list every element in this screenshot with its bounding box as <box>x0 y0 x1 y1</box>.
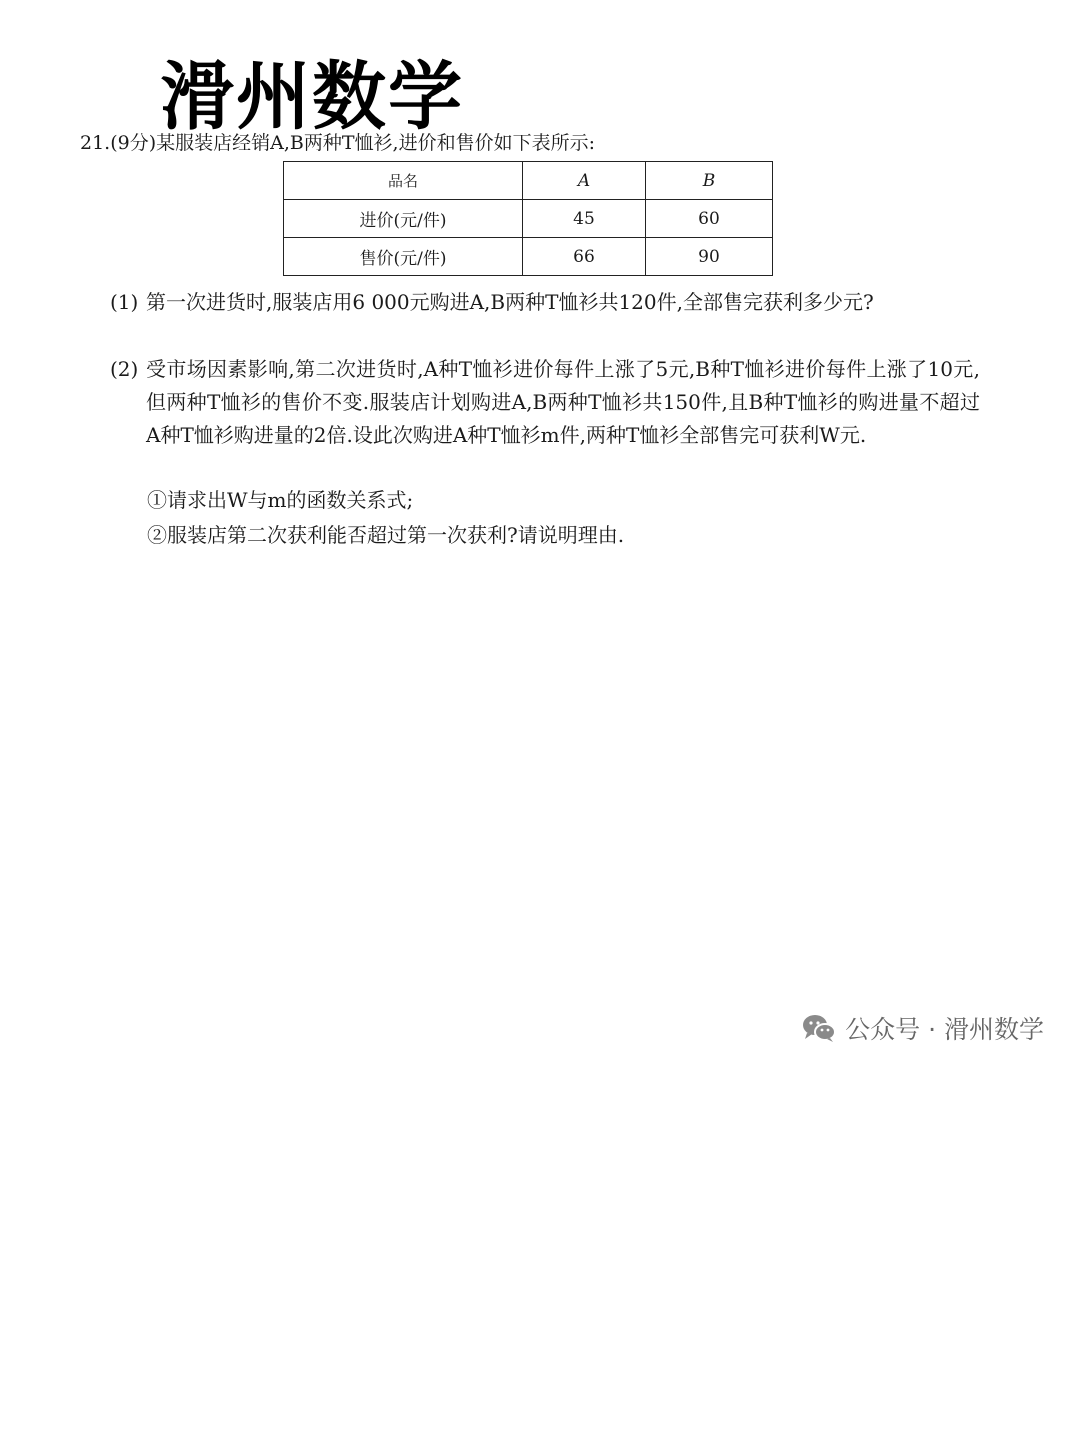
table-row <box>284 238 773 276</box>
table-cell: 45 <box>522 200 645 238</box>
table-cell: 售价(元/件) <box>284 238 523 276</box>
table-cell: 90 <box>645 238 772 276</box>
table-cell: 66 <box>522 238 645 276</box>
table-header-cell: A <box>522 162 645 200</box>
part-text: 受市场因素影响,第二次进货时,A种T恤衫进价每件上涨了5元,B种T恤衫进价每件上涨了10元,但两种T恤衫的售价不变.服装店计划购进A,B两种T恤衫共150件,且B种T恤衫的购进量不超过A种T恤衫购进量的2倍.设此次购进A种T恤衫m件,两种T恤衫全部售完可获利W元. <box>146 357 980 447</box>
wechat-icon <box>801 1013 837 1043</box>
table-cell: 进价(元/件) <box>284 200 523 238</box>
sub-question-2: ②服装店第二次获利能否超过第一次获利?请说明理由. <box>147 523 625 547</box>
table-header-cell: 品名 <box>284 162 523 200</box>
part-number: (2) <box>110 357 139 381</box>
watermark-title: 滑州数学 <box>160 54 464 140</box>
part-text: 第一次进货时,服装店用6 000元购进A,B两种T恤衫共120件,全部售完获利多少元? <box>146 290 874 314</box>
price-table <box>283 161 773 276</box>
table-header-cell: B <box>645 162 772 200</box>
footer-text: 公众号 · 滑州数学 <box>845 1015 1044 1044</box>
question-part-2 <box>110 353 980 452</box>
question-heading: 21.(9分)某服装店经销A,B两种T恤衫,进价和售价如下表所示: <box>80 132 595 154</box>
table-cell: 60 <box>645 200 772 238</box>
sub-question-1: ①请求出W与m的函数关系式; <box>147 488 414 512</box>
table-row <box>284 200 773 238</box>
footer-watermark <box>801 1010 1044 1046</box>
question-part-1 <box>110 286 980 319</box>
table-header-row <box>284 162 773 200</box>
part-number: (1) <box>110 290 139 314</box>
